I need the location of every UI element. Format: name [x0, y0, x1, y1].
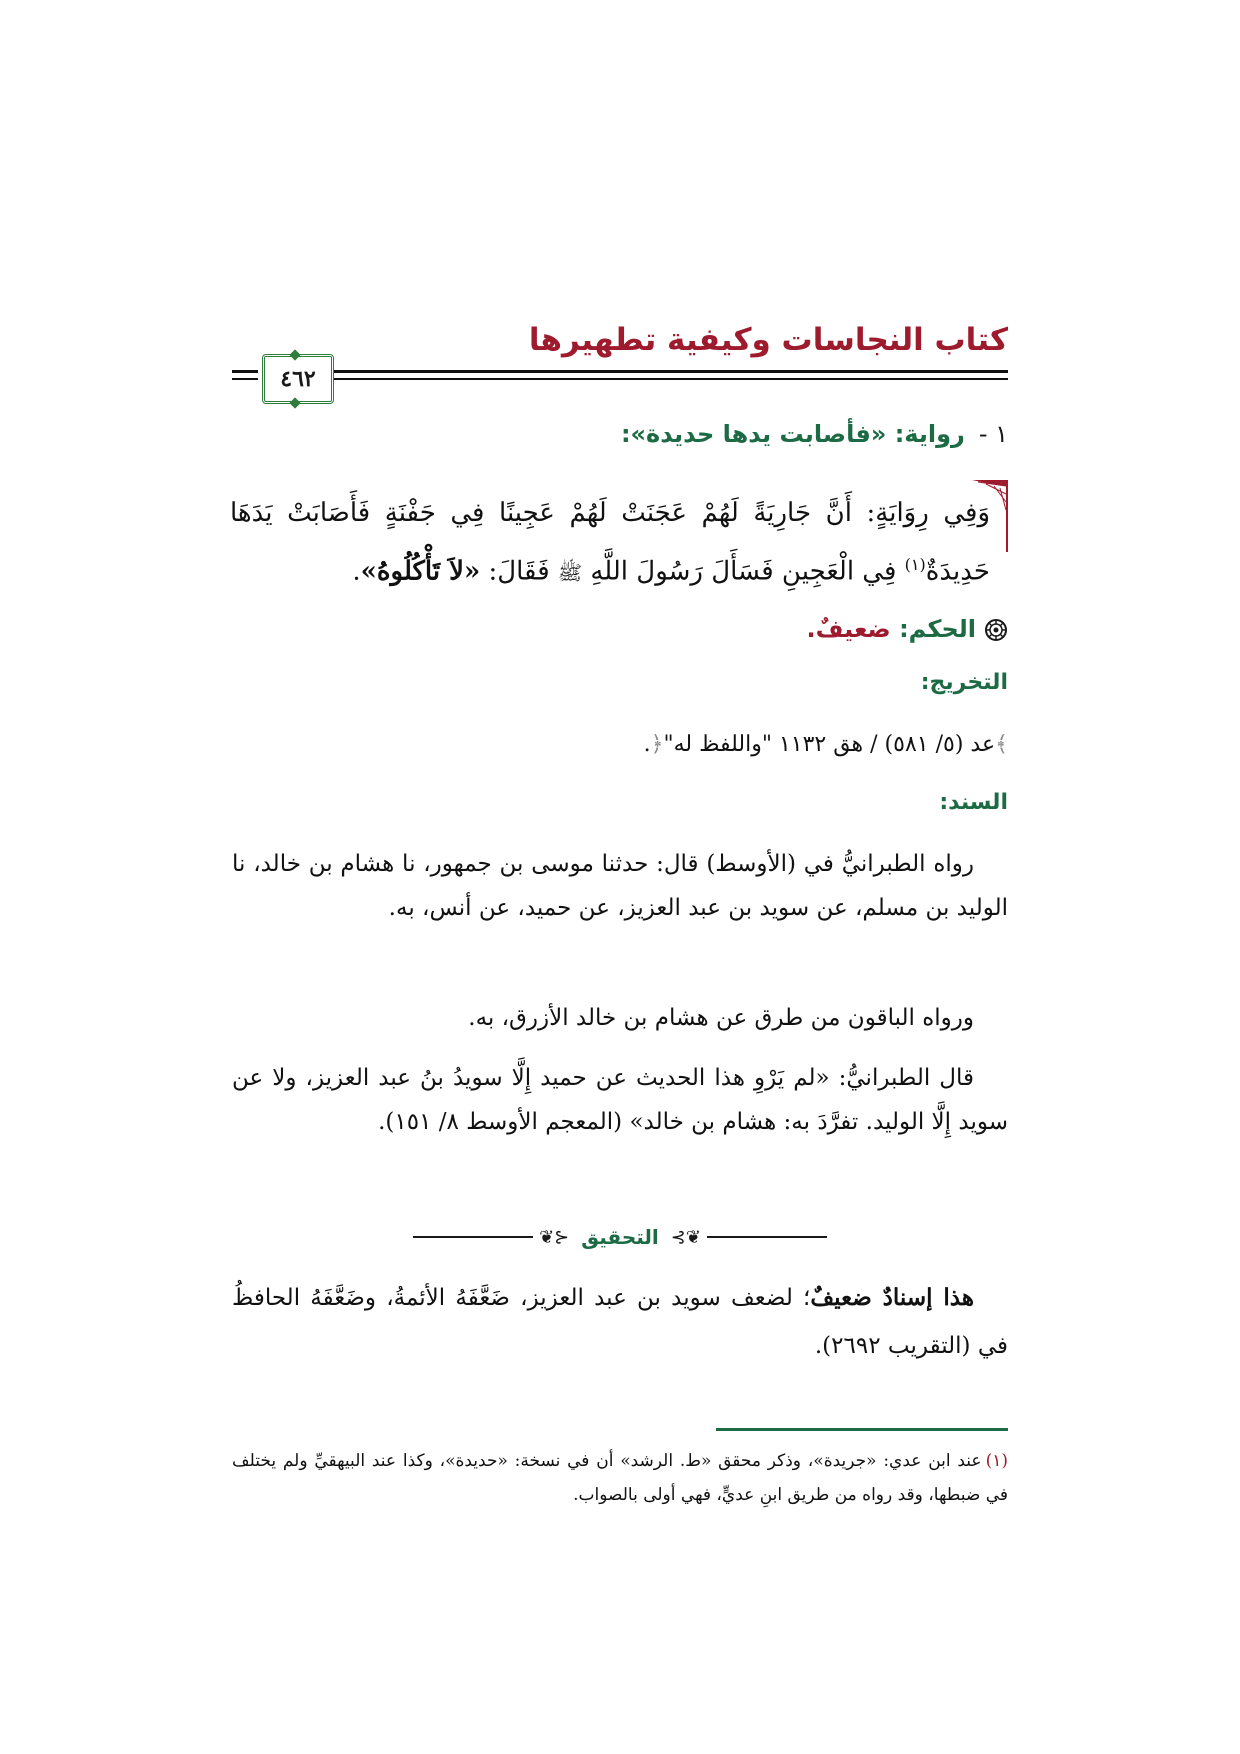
- bracket-open: ﴾: [995, 732, 1008, 757]
- salutation-symbol: ﷺ: [557, 560, 583, 585]
- page-header: [232, 322, 1008, 422]
- divider-ornament-icon: ⊰❦: [539, 1226, 570, 1248]
- tahqiq-title: التحقيق: [581, 1225, 659, 1249]
- verdict-line: [806, 615, 1008, 643]
- footnote-reference[interactable]: (١): [904, 555, 926, 574]
- takhrij-end: .: [643, 732, 651, 757]
- section-title: رواية: «فأصابت يدها حديدة»:: [620, 420, 965, 448]
- header-rule: [232, 378, 258, 380]
- prophet-quote: «لاَ تَأْكُلُوهُ»: [360, 556, 481, 587]
- tahqiq-text: [232, 1274, 1008, 1370]
- rosette-icon: [984, 618, 1008, 642]
- footnote: [232, 1444, 1008, 1512]
- verdict-value: ضعيفٌ.: [806, 615, 891, 643]
- tahqiq-verdict: هذا إسنادٌ ضعيفٌ: [810, 1284, 974, 1311]
- header-rule: [332, 370, 1008, 373]
- sanad-paragraph: ورواه الباقون من طرق عن هشام بن خالد الأزرق، به.: [468, 1005, 974, 1031]
- section-number: ١ -: [978, 420, 1008, 448]
- page-number: ٤٦٢: [280, 366, 316, 392]
- takhrij-text: [644, 732, 1008, 757]
- header-rule: [232, 370, 258, 373]
- section-heading: [621, 420, 1008, 448]
- hadith-end: .: [352, 556, 361, 587]
- hadith-part: فَقَالَ:: [480, 556, 558, 587]
- header-rule: [332, 378, 1008, 380]
- verdict-label: الحكم:: [899, 615, 976, 643]
- tahqiq-divider: [232, 1222, 1008, 1252]
- bracket-close: ﴿: [650, 732, 664, 757]
- sanad-paragraph: رواه الطبرانيُّ في (الأوسط) قال: حدثنا موسى بن جمهور، نا هشام بن خالد، نا الوليد بن مسلم، عن سويد بن عبد العزيز، عن حميد، عن أنس، به.: [232, 851, 1008, 921]
- book-title: كتاب النجاسات وكيفية تطهيرها: [528, 322, 1008, 358]
- sanad-paragraph: قال الطبرانيُّ: «لم يَرْوِ هذا الحديث عن حميد إِلَّا سويدُ بنُ عبد العزيز، ولا عن سويد إِلَّا الوليد. تفرَّدَ به: هشام بن خالد» (المعجم الأوسط ٨/ ١٥١).: [232, 1065, 1008, 1135]
- sanad-label: السند:: [939, 790, 1008, 815]
- takhrij-label: التخريج:: [920, 670, 1008, 695]
- hadith-text: [230, 488, 990, 599]
- page-number-badge: [262, 354, 334, 404]
- footnote-number: (١): [985, 1451, 1008, 1471]
- divider-line: [707, 1236, 827, 1238]
- divider-line: [413, 1236, 533, 1238]
- hadith-part: وَفِي رِوَايَةٍ: أَنَّ جَارِيَةً لَهُمْ عَجَنَتْ لَهُمْ عَجِينًا فِي جَفْنَةٍ فَأَصَابَتْ يَدَهَا حَدِيدَةٌ: [230, 498, 991, 587]
- footnote-separator: [716, 1428, 1008, 1431]
- hadith-part: فِي الْعَجِينِ فَسَأَلَ رَسُولَ اللَّهِ: [582, 556, 905, 587]
- tahqiq-reason: ؛ لضعف سويد بن عبد العزيز، ضَعَّفَهُ الأئمةُ، وضَعَّفَهُ الحافظُ في (التقريب ٢٦٩٢).: [232, 1285, 1008, 1359]
- divider-ornament-icon: ❦⊱: [670, 1226, 701, 1248]
- takhrij-sources: عد (٥/ ٥٨١) / هق ١١٣٢ "واللفظ له": [663, 732, 996, 757]
- footnote-text: عند ابن عدي: «جريدة»، وذكر محقق «ط. الرشد» أن في نسخة: «حديدة»، وكذا عند البيهقيِّ ولم يختلف في ضبطها، وقد رواه من طريق ابنِ عديٍّ، فهي أولى بالصواب.: [232, 1451, 1008, 1505]
